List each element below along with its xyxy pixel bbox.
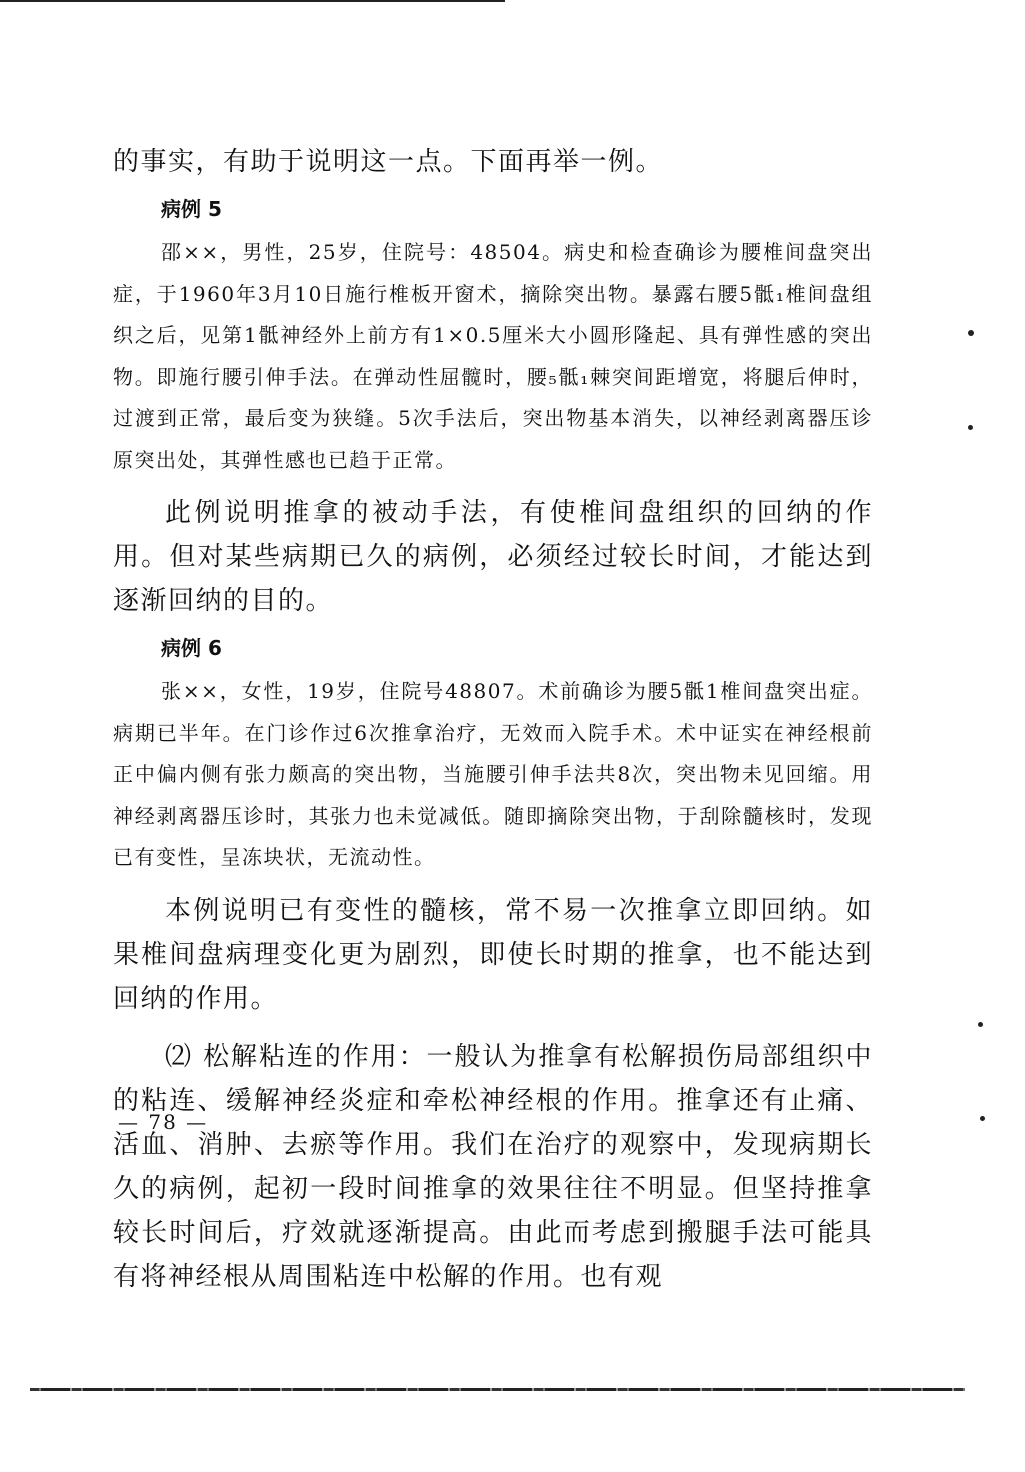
case-6-heading: 病例 6 bbox=[161, 636, 222, 660]
top-rule bbox=[0, 0, 505, 2]
scan-mark bbox=[980, 1116, 985, 1121]
paragraph-case6-conclusion: 本例说明已有变性的髓核，常不易一次推拿立即回纳。如果椎间盘病理变化更为剧烈，即使长时期的推拿，也不能达到回纳的作用。 bbox=[113, 895, 873, 1014]
paragraph-intro: 的事实，有助于说明这一点。下面再举一例。 bbox=[113, 147, 664, 177]
scan-mark bbox=[968, 425, 973, 430]
case-5-heading: 病例 5 bbox=[161, 197, 222, 221]
paragraph-case5-conclusion: 此例说明推拿的被动手法，有使椎间盘组织的回纳的作用。但对某些病期已久的病例，必须经过较长时间，才能达到逐渐回纳的目的。 bbox=[113, 498, 873, 616]
paragraph-adhesion-release: ⑵ 松解粘连的作用：一般认为推拿有松解损伤局部组织中的粘连、缓解神经炎症和牵松神经根的作用。推拿还有止痛、活血、消肿、去瘀等作用。我们在治疗的观察中，发现病期长久的病例，起初一段时间推拿的效果往往不明显。但坚持推拿较长时间后，疗效就逐渐提高。由此而考虑到搬腿手法可能具有将神经根从周围粘连中松解的作用。也有观 bbox=[113, 1041, 873, 1292]
page-number: — 78 — bbox=[118, 1110, 209, 1134]
scan-mark bbox=[968, 330, 974, 336]
case-6-body: 张××，女性，19岁，住院号48807。术前确诊为腰5骶1椎间盘突出症。病期已半年。在门诊作过6次推拿治疗，无效而入院手术。术中证实在神经根前正中偏内侧有张力颇高的突出物，当施腰引伸手法共8次，突出物未见回缩。用神经剥离器压诊时，其张力也未觉减低。随即摘除突出物，于刮除髓核时，发现已有变性，呈冻块状，无流动性。 bbox=[113, 679, 873, 869]
scan-mark bbox=[978, 1022, 983, 1027]
page-body bbox=[113, 140, 873, 1299]
bottom-rule bbox=[30, 1388, 965, 1391]
case-5-body: 邵××，男性，25岁，住院号：48504。病史和检查确诊为腰椎间盘突出症，于1960年3月10日施行椎板开窗术，摘除突出物。暴露右腰5骶₁椎间盘组织之后，见第1骶神经外上前方有1×0.5厘米大小圆形隆起、具有弹性感的突出物。即施行腰引伸手法。在弹动性屈髋时，腰₅骶₁棘突间距增宽，将腿后伸时，过渡到正常，最后变为狭缝。5次手法后，突出物基本消失，以神经剥离器压诊原突出处，其弹性感也已趋于正常。 bbox=[113, 240, 873, 472]
